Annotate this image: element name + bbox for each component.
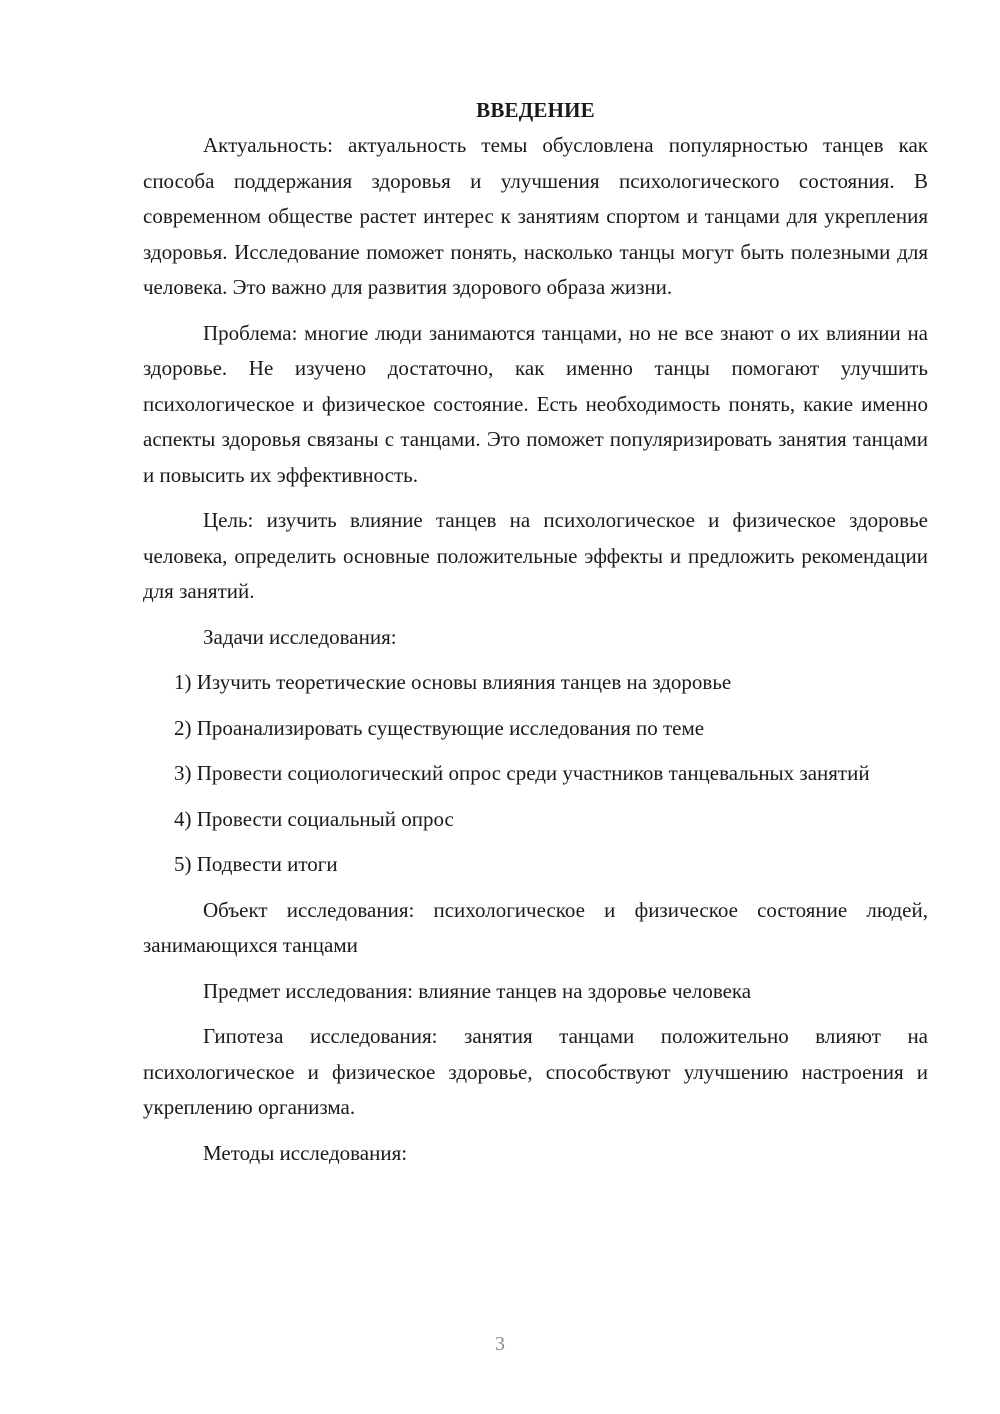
problem-paragraph: Проблема: многие люди занимаются танцами, но не все знают о их влиянии на здоровье. Не изучено достаточно, как именно танцы помогают улучшить психологическое и физическое состояние. Есть необходимость понять, какие именно аспекты здоровья связаны с танцами. Это поможет популяризировать занятия танцами и повысить их эффективность. <box>143 320 928 487</box>
page-number: 3 <box>495 1333 505 1355</box>
task-item-2: 2) Проанализировать существующие исследования по теме <box>174 715 705 740</box>
task-item-3: 3) Провести социологический опрос среди участников танцевальных занятий <box>174 761 870 785</box>
section-title: ВВЕДЕНИЕ <box>476 98 595 122</box>
subject-paragraph: Предмет исследования: влияние танцев на здоровье человека <box>203 978 752 1003</box>
task-item-1: 1) Изучить теоретические основы влияния танцев на здоровье <box>174 670 732 694</box>
hypothesis-paragraph: Гипотеза исследования: занятия танцами положительно влияют на психологическое и физическое здоровье, способствуют улучшению настроения и укреплению организма. <box>143 1024 928 1119</box>
relevance-paragraph: Актуальность: актуальность темы обусловлена популярностью танцев как способа поддержания здоровья и улучшения психологического состояния. В современном обществе растет интерес к занятиям спортом и танцами для укрепления здоровья. Исследование поможет понять, насколько танцы могут быть полезными для человека. Это важно для развития здорового образа жизни. <box>143 133 928 299</box>
object-paragraph: Объект исследования: психологическое и физическое состояние людей, занимающихся танцами <box>143 897 928 957</box>
task-item-4: 4) Провести социальный опрос <box>174 806 454 831</box>
methods-paragraph: Методы исследования: <box>203 1140 408 1165</box>
page-content <box>143 93 928 1181</box>
task-item-5: 5) Подвести итоги <box>174 852 338 876</box>
tasks-heading: Задачи исследования: <box>203 624 397 649</box>
goal-paragraph: Цель: изучить влияние танцев на психологическое и физическое здоровье человека, определить основные положительные эффекты и предложить рекомендации для занятий. <box>143 508 928 603</box>
